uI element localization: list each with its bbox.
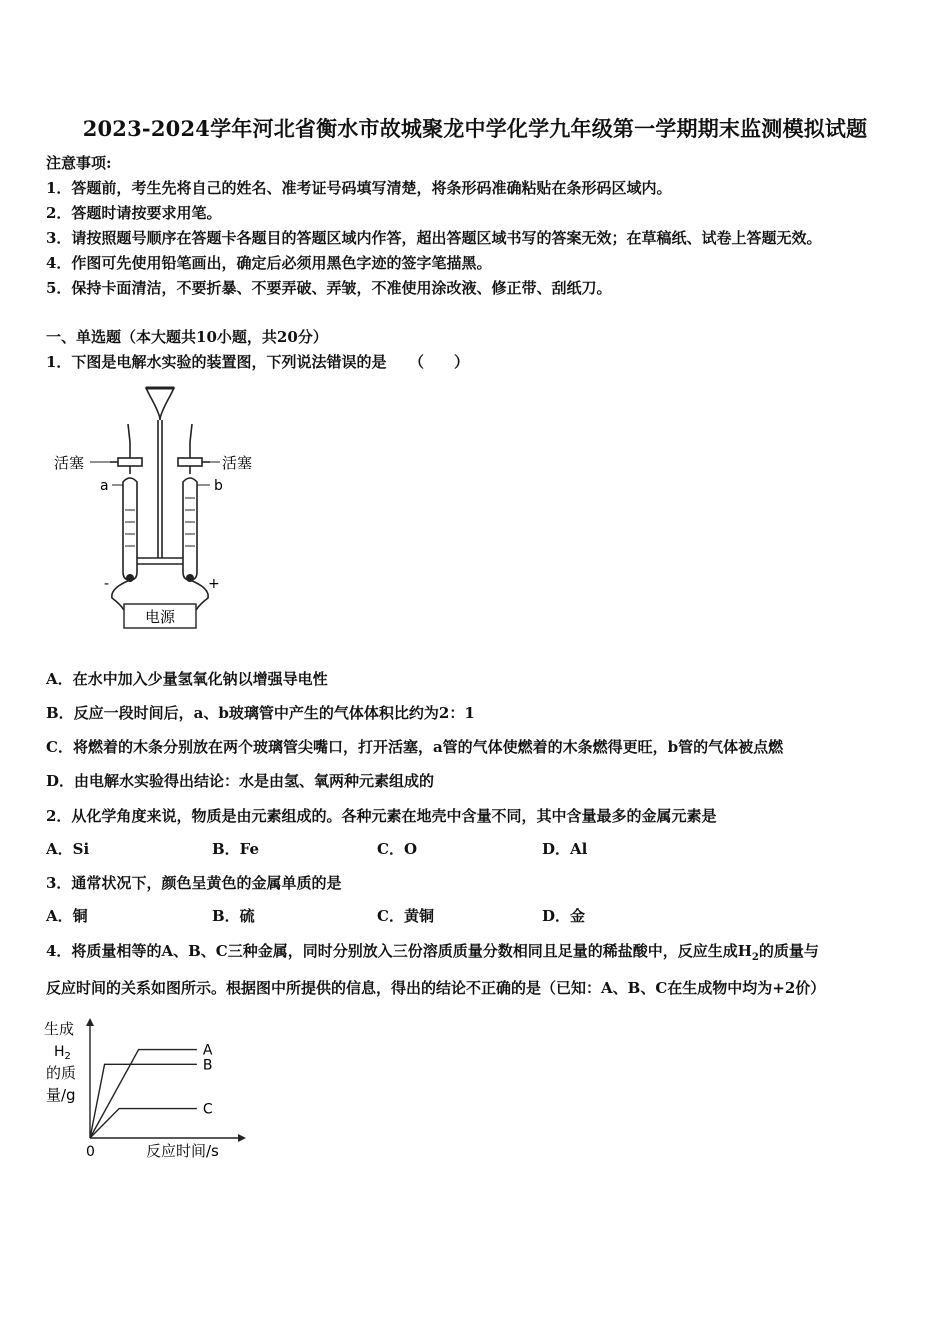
- h2-mass-vs-time-chart: [40, 1010, 250, 1170]
- series-label-c: C: [202, 1101, 213, 1118]
- chart-ylabel-h: H: [54, 1044, 65, 1060]
- q1-option-d: D．由电解水实验得出结论：水是由氢、氧两种元素组成的: [46, 772, 435, 790]
- x-axis-arrow: [238, 1134, 246, 1142]
- notice-item: 4．作图可先使用铅笔画出，确定后必须用黑色字迹的签字笔描黑。: [46, 254, 492, 272]
- q3-option-d: D．金: [542, 907, 586, 925]
- section-heading: 一、单选题（本大题共10小题，共20分）: [46, 328, 328, 346]
- chart-ylabel-sub: 2: [64, 1051, 71, 1062]
- series-line-a: [90, 1050, 197, 1138]
- chart-origin-label: 0: [86, 1144, 95, 1160]
- question-2-stem: 2．从化学角度来说，物质是由元素组成的。各种元素在地壳中含量不同，其中含量最多的金属元素是: [46, 807, 717, 825]
- chart-xlabel: 反应时间/s: [146, 1142, 219, 1160]
- electrode-right: [186, 574, 194, 582]
- question-3-stem: 3．通常状况下，颜色呈黄色的金属单质的是: [46, 874, 342, 892]
- q1-option-c: C．将燃着的木条分别放在两个玻璃管尖嘴口，打开活塞，a管的气体使燃着的木条燃得更旺，b管的气体被点燃: [46, 738, 784, 756]
- series-label-b: B: [202, 1057, 213, 1074]
- series-label-a: A: [202, 1042, 213, 1059]
- power-label: 电源: [144, 608, 176, 626]
- valve-left-label: 活塞: [54, 454, 85, 472]
- notice-item: 1．答题前，考生先将自己的姓名、准考证号码填写清楚，将条形码准确粘贴在条形码区域内。: [46, 179, 672, 197]
- q2-option-c: C．O: [377, 840, 418, 858]
- notice-item: 3．请按照题号顺序在答题卡各题目的答题区域内作答，超出答题区域书写的答案无效；在草稿纸、试卷上答题无效。: [46, 229, 822, 247]
- notice-heading: 注意事项:: [46, 154, 112, 172]
- plus-label: +: [208, 576, 220, 592]
- q1-option-b: B．反应一段时间后，a、b玻璃管中产生的气体体积比约为2：1: [46, 704, 475, 722]
- q3-option-b: B．硫: [212, 907, 255, 925]
- y-axis-arrow: [86, 1018, 94, 1026]
- series-line-b: [90, 1064, 197, 1138]
- question-4-stem-line2: 反应时间的关系如图所示。根据图中所提供的信息，得出的结论不正确的是（已知：A、B、C在生成物中均为+2价）: [46, 979, 826, 997]
- apparatus-lines: [90, 388, 220, 628]
- q1-option-a: A．在水中加入少量氢氧化钠以增强导电性: [46, 670, 328, 688]
- q2-option-a: A．Si: [46, 840, 90, 858]
- chart-ylabel-3: 的质: [46, 1064, 77, 1082]
- notice-item: 2．答题时请按要求用笔。: [46, 204, 222, 222]
- q4-stem-pre: 4．将质量相等的A、B、C三种金属，同时分别放入三份溶质质量分数相同且足量的稀盐酸中，反应生成H: [46, 942, 752, 960]
- page-title: 2023-2024学年河北省衡水市故城聚龙中学化学九年级第一学期期末监测模拟试题: [82, 116, 868, 141]
- q2-option-b: B．Fe: [212, 840, 260, 858]
- chart-ylabel-4: 量/g: [46, 1086, 76, 1104]
- electrode-left: [126, 574, 134, 582]
- minus-label: -: [104, 576, 110, 592]
- chart-series: [90, 1043, 213, 1138]
- notice-item: 5．保持卡面清洁，不要折暴、不要弄破、弄皱，不准使用涂改液、修正带、刮纸刀。: [46, 279, 612, 297]
- q2-option-d: D．Al: [542, 840, 588, 858]
- q3-option-c: C．黄铜: [377, 907, 434, 925]
- chart-axes: [86, 1018, 246, 1142]
- chart-ylabel-2: [54, 1044, 71, 1062]
- question-1-stem: 1．下图是电解水实验的装置图，下列说法错误的是 （ ）: [46, 353, 469, 371]
- tube-a-label: a: [100, 478, 109, 494]
- question-4-stem-line1: [46, 940, 819, 963]
- tube-b-label: b: [214, 478, 223, 494]
- electrolysis-apparatus-figure: [50, 382, 270, 634]
- q4-stem-post: 的质量与: [758, 942, 819, 960]
- series-line-c: [90, 1109, 197, 1138]
- q3-option-a: A．铜: [46, 907, 88, 925]
- chart-ylabel-1: 生成: [44, 1020, 75, 1038]
- q4-stem-sub: 2: [751, 952, 759, 963]
- valve-right-label: 活塞: [222, 454, 253, 472]
